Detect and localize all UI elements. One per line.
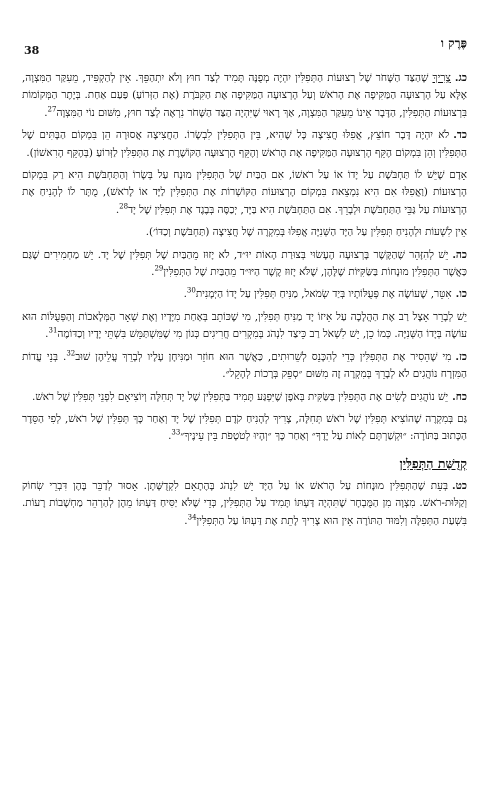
paragraph: כה.יֵשׁ לְהִזָּהֵר שֶׁהַקֶּשֶׁר בָּרְצוּעָה הֶעָשׂוּי בְּצוּרַת הָאוֹת יוּ״ד, לֹא יָזוּז מֵהַבַּיִת שֶׁל תְּפִלִּין שֶׁל יָד. יֵשׁ מַחְמִירִים שֶׁגַּם כַּאֲשֶׁר הַתְּפִלִּין מוּנָחוֹת בַּשַּׂקִּיּוֹת שֶׁלָּהֶן, שֶׁלֹּא יָזוּז קֶשֶׁר הַיּוּ״ד מֵהַבַּיִת שֶׁל הַתְּפִלִּין$^{29}$. — [22, 248, 467, 279]
chapter-header: פֶּרֶק ו — [440, 36, 467, 50]
section-title: קְדֻשַּׁת הַתְּפִלִּין — [399, 455, 467, 471]
paragraph-label: כד. — [453, 129, 467, 142]
paragraph — [22, 389, 467, 406]
paragraph-label: כו. — [455, 288, 467, 301]
page-content — [22, 70, 467, 535]
paragraph: כו.אִטֵּר, שֶׁעוֹשֶׂה אֶת פְּעֻלּוֹתָיו בְּיַד שְׂמֹאל, מַנִּיחַ תְּפִלִּין עַל יָדוֹ הַיְּמָנִית$^{30}$. — [183, 287, 467, 301]
footnote-ref: 30 — [186, 287, 196, 295]
paragraph: אָדָם שֶׁיֵּשׁ לוֹ תַּחְבֹּשֶׁת עַל יָדוֹ אוֹ עַל רֹאשׁוֹ, אִם הַבַּיִת שֶׁל הַתְּפִלִּין מוּנָח עַל בְּשָׂרוֹ וְהַתַּחְבֹּשֶׁת הִיא רַק בִּמְקוֹם הָרְצוּעוֹת (וַאֲפִלּוּ אִם הִיא נִמְצֵאת בִּמְקוֹם הָרְצוּעוֹת הַקּוֹשְׁרוֹת אֶת הַתְּפִלִּין לַיָּד אוֹ לָרֹאשׁ), מֻתָּר לוֹ לְהָנִיחַ אֶת הָרְצוּעוֹת עַל גַּבֵּי הַתַּחְבֹּשֶׁת וּלְבָרֵךְ. אִם הַתַּחְבֹּשֶׁת הִיא בַּיָּד, יְכַסֶּה בְּבֶגֶד אֶת תְּפִלִּין שֶׁל יָד$^{28}$. — [22, 169, 467, 216]
footnote-ref: 27 — [47, 105, 57, 114]
paragraph: יֵשׁ לְבָרֵר אֵצֶל רַב אֶת הַהֲלָכָה עַל אֵיזוֹ יָד מַנִּיחַ תְּפִלִּין, מִי שֶׁכּוֹתֵב בְּאַחַת מִיָּדָיו וְאֶת שְׁאָר הַמְּלָאכוֹת וְהַפְּעֻלּוֹת הוּא עוֹשֶׂה בְּיָדוֹ הַשְּׁנִיָּה. כְּמוֹ כֵן, יֵשׁ לִשְׁאֹל רַב כֵּיצַד לִנְהֹג בְּמִקְרִים חֲרִיגִים כְּגוֹן מִי שֶׁמִּשְׁתַּמֵּשׁ בִּשְׁתֵּי יָדָיו וְכַדּוֹמֶה$^{31}$. — [22, 310, 467, 341]
paragraph: כג.צָרִיךְ שֶׁהַצַּד הַשָּׁחֹר שֶׁל רְצוּעוֹת הַתְּפִלִּין יִהְיֶה מְפֻנֶּה תָּמִיד לְצַד חוּץ וְלֹא יִתְהַפֵּךְ. אֵין לְהַקְפִּיד, מֵעִקַּר הַמִּצְוָה, אֶלָּא עַל הָרְצוּעָה הַמַּקִּיפָה אֶת הָרֹאשׁ וְעַל הָרְצוּעָה הַמַּקִּיפָה אֶת הַקִּבֹּרֶת (אֶת הַזְּרוֹעַ) פַּעַם אַחַת. בְּיֶתֶר הַמְּקוֹמוֹת בִּרְצוּעוֹת הַתְּפִלִּין, הַדָּבָר אֵינוֹ מֵעִקַּר הַמִּצְוָה, אַךְ רָאוּי שֶׁיִּהְיֶה הַצַּד הַשָּׁחֹר נִרְאֶה לְצַד חוּץ, מִשּׁוּם נוֹי הַמִּצְוָה$^{27}$. — [22, 72, 467, 119]
paragraph: גַּם בְּמִקְרֶה שֶׁהוֹצִיא תְּפִלִּין שֶׁל רֹאשׁ תְּחִלָּה, צָרִיךְ לְהָנִיחַ קֹדֶם תְּפִלִּין שֶׁל יָד וְאַחַר כָּךְ תְּפִלִּין שֶׁל רֹאשׁ, לְפִי הַסֵּדֶר הַכָּתוּב בַּתּוֹרָה: ״וּקְשַׁרְתָּם לְאוֹת עַל יָדֶךָ״ וְאַחַר כָּךְ ״וְהָיוּ לְטֹטָפֹת בֵּין עֵינֶיךָ״$^{33}$. — [22, 412, 467, 443]
paragraph-label: כה. — [452, 248, 467, 261]
paragraph-text: אָדָם שֶׁיֵּשׁ לוֹ תַּחְבֹּשֶׁת עַל יָדוֹ אוֹ עַל רֹאשׁוֹ, אִם הַבַּיִת שֶׁל הַתְּפִלִּין מוּנָח עַל בְּשָׂרוֹ וְהַתַּחְבֹּשֶׁת הִיא רַק בִּמְקוֹם הָרְצוּעוֹת (וַאֲפִלּוּ אִם הִיא נִמְצֵאת בִּמְקוֹם הָרְצוּעוֹת הַקּוֹשְׁרוֹת אֶת הַתְּפִלִּין לַיָּד אוֹ לָרֹאשׁ), מֻתָּר לוֹ לְהָנִיחַ אֶת הָרְצוּעוֹת עַל גַּבֵּי הַתַּחְבֹּשֶׁת וּלְבָרֵךְ. אִם הַתַּחְבֹּשֶׁת הִיא בַּיָּד, יְכַסֶּה בְּבֶגֶד אֶת תְּפִלִּין שֶׁל יָד — [22, 169, 467, 216]
paragraph-text-continued: . בְּנֵי עֲדוֹת הַמִּזְרָח נוֹהֲגִים לֹא לְבָרֵךְ בְּמִקְרֶה זֶה מִשּׁוּם ״סְפֵק בְּרָכוֹת לְהָקֵל״. — [22, 350, 467, 381]
footnote-ref: 33 — [171, 428, 181, 437]
paragraph-label: כז. — [455, 350, 467, 363]
paragraph: כט.בְּעֵת שֶׁהַתְּפִלִּין מוּנָחוֹת עַל הָרֹאשׁ אוֹ עַל הַיָּד יֵשׁ לִנְהֹג בָּהֶתָאֵם לִקְדֻשָּׁתָן. אָסוּר לְדַבֵּר בָּהֶן דִּבְרֵי שְׂחוֹק וְקַלּוּת-רֹאשׁ. מִצְוָה מִן הַמֻּבְחָר שֶׁתִּהְיֶה דַּעְתּוֹ תָּמִיד עַל הַתְּפִלִּין, כְּדֵי שֶׁלֹּא יַסִּיחַ דַּעְתּוֹ מֵהֶן לְהַרְהֵר מַחְשָׁבוֹת רָעוֹת. בִּשְׁעַת הַתְּפִלָּה וְלִמּוּד הַתּוֹרָה אֵין הוּא צָרִיךְ לָתֵת אֶת דַּעְתּוֹ עַל הַתְּפִלִּין$^{34}$. — [22, 479, 468, 527]
footnote-ref: 32 — [66, 349, 76, 358]
paragraph — [22, 127, 467, 162]
paragraph-text: יֵשׁ נוֹהֲגִים לָשִׂים אֶת הַתְּפִלִּין בַּשַּׂקִּית בְּאֹפֶן שֶׁיִּפְגַּע תָּמִיד בַּתְּפִלִּין שֶׁל יָד תְּחִלָּה וְיוֹצִיאָם לִפְנֵי תְּפִלִּין שֶׁל רֹאשׁ. — [32, 390, 449, 403]
paragraph-text: אִטֵּר, שֶׁעוֹשֶׂה אֶת פְּעֻלּוֹתָיו בְּיַד שְׂמֹאל, מַנִּיחַ תְּפִלִּין עַל יָדוֹ הַיְּמָנִית — [195, 288, 452, 301]
paragraph — [22, 349, 467, 384]
paragraph-text: בְּעֵת שֶׁהַתְּפִלִּין מוּנָחוֹת עַל הָרֹאשׁ אוֹ עַל הַיָּד יֵשׁ לִנְהֹג בָּהֶתָאֵם לִקְדֻשָּׁתָן. אָסוּר לְדַבֵּר בָּהֶן דִּבְרֵי שְׂחוֹק וְקַלּוּת-רֹאשׁ. מִצְוָה מִן הַמֻּבְחָר שֶׁתִּהְיֶה דַּעְתּוֹ תָּמִיד עַל הַתְּפִלִּין, כְּדֵי שֶׁלֹּא יַסִּיחַ דַּעְתּוֹ מֵהֶן לְהַרְהֵר מַחְשָׁבוֹת רָעוֹת. בִּשְׁעַת הַתְּפִלָּה וְלִמּוּד הַתּוֹרָה אֵין הוּא צָרִיךְ לָתֵת אֶת דַּעְתּוֹ עַל הַתְּפִלִּין — [22, 479, 467, 527]
footnote-ref: 31 — [48, 326, 58, 335]
paragraph-text: יֵשׁ לְבָרֵר אֵצֶל רַב אֶת הַהֲלָכָה עַל אֵיזוֹ יָד מַנִּיחַ תְּפִלִּין, מִי שֶׁכּוֹתֵב בְּאַחַת מִיָּדָיו וְאֶת שְׁאָר הַמְּלָאכוֹת וְהַפְּעֻלּוֹת הוּא עוֹשֶׂה בְּיָדוֹ הַשְּׁנִיָּה. כְּמוֹ כֵן, יֵשׁ לִשְׁאֹל רַב כֵּיצַד לִנְהֹג בְּמִקְרִים חֲרִיגִים כְּגוֹן מִי שֶׁמִּשְׁתַּמֵּשׁ בִּשְׁתֵּי יָדָיו וְכַדּוֹמֶה — [22, 310, 467, 341]
paragraph-text: אֵין לִשְׁעוֹת וּלְהָנִיחַ תְּפִלִּין עַל הַיָּד הַשְּׁנִיָּה אֲפִלּוּ בְּמִקְרֶה שֶׁל חֲצִיצָה (תַּחְבֹּשֶׁת וְכַדּוֹ׳). — [145, 226, 467, 239]
footnote-ref: 34 — [187, 513, 197, 522]
paragraph — [22, 224, 467, 241]
paragraph-text: יֵשׁ לְהִזָּהֵר שֶׁהַקֶּשֶׁר בָּרְצוּעָה הֶעָשׂוּי בְּצוּרַת הָאוֹת יוּ״ד, לֹא יָזוּז מֵהַבַּיִת שֶׁל תְּפִלִּין שֶׁל יָד. יֵשׁ מַחְמִירִים שֶׁגַּם כַּאֲשֶׁר הַתְּפִלִּין מוּנָחוֹת בַּשַּׂקִּיּוֹת שֶׁלָּהֶן, שֶׁלֹּא יָזוּז קֶשֶׁר הַיּוּ״ד מֵהַבַּיִת שֶׁל הַתְּפִלִּין — [22, 248, 467, 279]
paragraph-text: שֶׁהַצַּד הַשָּׁחֹר שֶׁל רְצוּעוֹת הַתְּפִלִּין יִהְיֶה מְפֻנֶּה תָּמִיד לְצַד חוּץ וְלֹא יִתְהַפֵּךְ. אֵין לְהַקְפִּיד, מֵעִקַּר הַמִּצְוָה, אֶלָּא עַל הָרְצוּעָה הַמַּקִּיפָה אֶת הָרֹאשׁ וְעַל הָרְצוּעָה הַמַּקִּיפָה אֶת הַקִּבֹּרֶת (אֶת הַזְּרוֹעַ) פַּעַם אַחַת. בְּיֶתֶר הַמְּקוֹמוֹת בִּרְצוּעוֹת הַתְּפִלִּין, הַדָּבָר אֵינוֹ מֵעִקַּר הַמִּצְוָה, אַךְ רָאוּי שֶׁיִּהְיֶה הַצַּד הַשָּׁחֹר נִרְאֶה לְצַד חוּץ, מִשּׁוּם נוֹי הַמִּצְוָה — [22, 72, 467, 119]
paragraph-text: מִי שֶׁהֵסִיר אֶת הַתְּפִלִּין כְּדֵי לְהִכָּנֵס לְשֵׁרוּתִים, כַּאֲשֶׁר הוּא חוֹזֵר וּמַנִּיחָן עָלָיו לְבָרֵךְ עֲלֵיהֶן שׁוּב — [75, 350, 452, 363]
footnote-ref: 29 — [154, 264, 164, 273]
paragraph-label: כט. — [452, 479, 468, 492]
lead-word: צָרִיךְ — [432, 72, 451, 84]
paragraph-text: לֹא יִהְיֶה דָּבָר חוֹצֵץ, אֲפִלּוּ חֲצִיצָה כָּל שֶׁהִיא, בֵּין הַתְּפִלִּין לִבְשָׂרוֹ. הַחֲצִיצָה אֲסוּרָה הֵן בִּמְקוֹם הַבָּתִּים שֶׁל הַתְּפִלִּין וְהֵן בִּמְקוֹם הֶקֵּף הָרְצוּעָה הַמַּקִּיפָה אֶת הָרֹאשׁ וְהֶקֵּף הָרְצוּעָה הַקּוֹשֶׁרֶת אֶת הַתְּפִלִּין לַזְּרוֹעַ (בְּהֶקֵּף הָרִאשׁוֹן). — [22, 129, 467, 159]
footnote-ref: 28 — [119, 202, 129, 211]
paragraph-label: כח. — [452, 390, 467, 403]
page-number: 38 — [24, 44, 40, 57]
paragraph-text: גַּם בְּמִקְרֶה שֶׁהוֹצִיא תְּפִלִּין שֶׁל רֹאשׁ תְּחִלָּה, צָרִיךְ לְהָנִיחַ קֹדֶם תְּפִלִּין שֶׁל יָד וְאַחַר כָּךְ תְּפִלִּין שֶׁל רֹאשׁ, לְפִי הַסֵּדֶר הַכָּתוּב בַּתּוֹרָה: ״וּקְשַׁרְתָּם לְאוֹת עַל יָדֶךָ״ וְאַחַר כָּךְ ״וְהָיוּ לְטֹטָפֹת בֵּין עֵינֶיךָ״ — [22, 412, 467, 443]
paragraph-label: כג. — [454, 72, 467, 84]
